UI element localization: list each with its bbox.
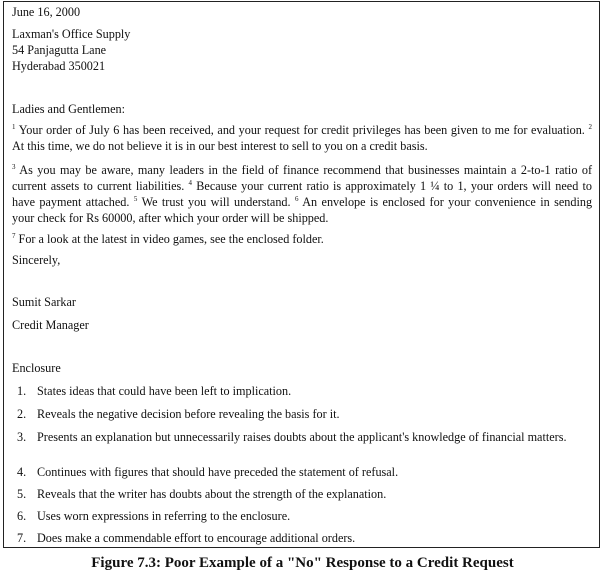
list-item-number: 3. (17, 430, 27, 444)
list-item-number: 7. (17, 531, 27, 545)
sentence: As you may be aware, many leaders in the field of finance recommend that businesses maintain a 2-to-1 ratio of current assets to current liabilities. (12, 163, 593, 193)
sentence: At this time, we do not believe it is in our best interest to sell to you on a credit basis. (12, 139, 428, 153)
sentence: Because your current ratio is approximately 1 ¼ to 1, your orders will need to have payment attached. (12, 179, 593, 209)
list-item-text: States ideas that could have been left to implication. (37, 384, 292, 398)
figure-caption: Figure 7.3: Poor Example of a "No" Response to a Credit Request (91, 555, 514, 571)
paragraph-3 (12, 231, 592, 247)
list-item-number: 4. (17, 465, 27, 479)
sentence-number: 4 (188, 179, 193, 187)
sentence-number: 5 (133, 195, 138, 203)
letter-date: June 16, 2000 (12, 5, 81, 19)
address-line-3: Hyderabad 350021 (12, 59, 106, 73)
salutation: Ladies and Gentlemen: (12, 102, 126, 116)
address-line-1: Laxman's Office Supply (12, 27, 131, 41)
sentence: An envelope is enclosed for your convenience in sending your check for Rs 60000, after which your order will be shipped. (12, 195, 593, 225)
sentence: For a look at the latest in video games, see the enclosed folder. (18, 232, 324, 246)
enclosure-label: Enclosure (12, 361, 61, 375)
list-item-text: Reveals that the writer has doubts about the strength of the explanation. (37, 487, 387, 501)
list-item-number: 1. (17, 384, 27, 398)
sentence-number: 2 (588, 123, 592, 131)
sentence: Your order of July 6 has been received, and your request for credit privileges has been given to me for evaluation. (18, 123, 585, 137)
sentence-number: 1 (12, 123, 16, 131)
signer-name: Sumit Sarkar (12, 295, 76, 309)
closing: Sincerely, (12, 253, 61, 267)
list-item-number: 2. (17, 407, 27, 421)
list-item-text: Continues with figures that should have preceded the statement of refusal. (37, 465, 399, 479)
list-item-text: Does make a commendable effort to encourage additional orders. (37, 531, 356, 545)
signer-title: Credit Manager (12, 318, 89, 332)
list-item-text: Reveals the negative decision before revealing the basis for it. (37, 407, 340, 421)
list-item-text: Uses worn expressions in referring to the enclosure. (37, 509, 291, 523)
list-item-text: Presents an explanation but unnecessarily raises doubts about the applicant's knowledge of financial matters. (37, 430, 567, 444)
sentence-number: 6 (295, 195, 299, 203)
address-line-2: 54 Panjagutta Lane (12, 43, 107, 57)
sentence-number: 7 (12, 232, 16, 240)
paragraph-1 (12, 122, 592, 154)
sentence: We trust you will understand. (141, 195, 291, 209)
list-item-number: 5. (17, 487, 27, 501)
sentence-number: 3 (12, 163, 16, 171)
list-item-number: 6. (17, 509, 27, 523)
paragraph-2 (12, 162, 592, 226)
